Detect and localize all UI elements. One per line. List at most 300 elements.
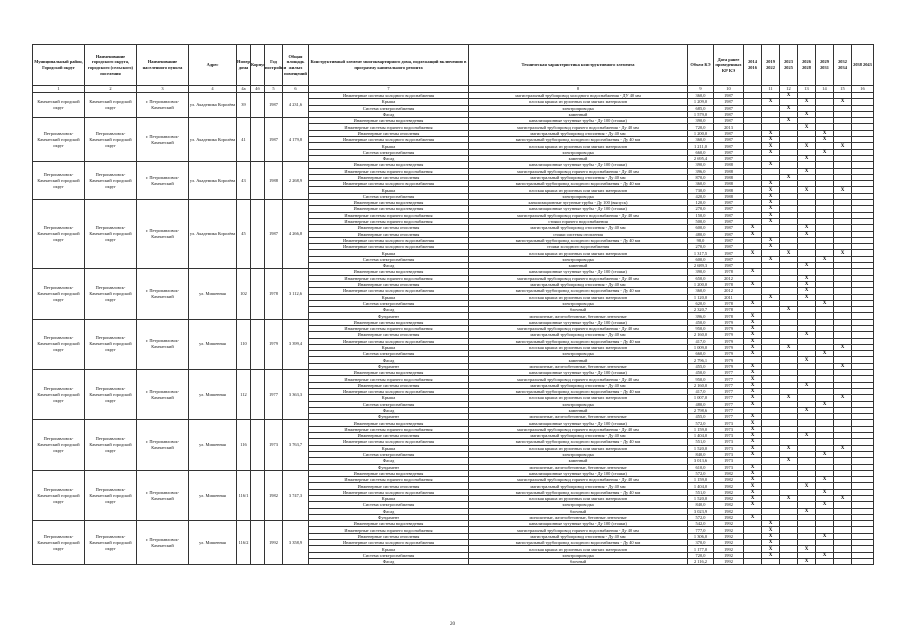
volume-cell: 3 023,9 bbox=[688, 508, 714, 514]
period-mark-cell: X bbox=[762, 218, 780, 224]
prev-repair-date-cell: 1987 bbox=[714, 250, 744, 256]
prev-repair-date-cell: 1979 bbox=[714, 319, 744, 325]
building-cell bbox=[251, 470, 265, 520]
address-cell: ул. Мишенная bbox=[189, 420, 237, 470]
prev-repair-date-cell: 1987 bbox=[714, 93, 744, 99]
element-cell: Фасад bbox=[309, 558, 469, 564]
period-mark-cell: X bbox=[798, 99, 816, 105]
characteristic-cell: плоская крыша из рулонных или мягких материалов bbox=[469, 250, 688, 256]
municipal-district-cell: Петропавловск-Камчатский городской округ bbox=[33, 162, 85, 200]
period-mark-cell: X bbox=[744, 451, 762, 457]
period-mark-cell: X bbox=[744, 281, 762, 287]
period-mark-cell: X bbox=[798, 433, 816, 439]
period-mark-cell: X bbox=[744, 332, 762, 338]
period-mark-cell: X bbox=[798, 231, 816, 237]
prev-repair-date-cell: 1988 bbox=[714, 187, 744, 193]
program-table-sheet bbox=[32, 44, 873, 565]
characteristic-cell: плоская крыша из рулонных или мягких материалов bbox=[469, 395, 688, 401]
volume-cell: 390,0 bbox=[688, 269, 714, 275]
column-number bbox=[744, 86, 762, 93]
total-area-cell: 4 231,6 bbox=[283, 93, 309, 118]
volume-cell: 1 159,0 bbox=[688, 426, 714, 432]
period-mark-cell: X bbox=[780, 118, 798, 124]
column-number: 4б bbox=[251, 86, 265, 93]
prev-repair-date-cell: 1988 bbox=[714, 168, 744, 174]
characteristic-cell: электропроводка bbox=[469, 451, 688, 457]
municipal-district-cell: Петропавловск-Камчатский городской округ bbox=[33, 470, 85, 520]
period-mark-cell: X bbox=[798, 508, 816, 514]
volume-cell: 2 160,0 bbox=[688, 382, 714, 388]
prev-repair-date-cell: 1977 bbox=[714, 382, 744, 388]
prev-repair-date-cell: 1987 bbox=[714, 206, 744, 212]
period-mark-cell: X bbox=[780, 458, 798, 464]
element-cell: Инженерные системы водоотведения bbox=[309, 162, 469, 168]
period-mark-cell: X bbox=[798, 558, 816, 564]
prev-repair-date-cell: 1977 bbox=[714, 401, 744, 407]
volume-cell: 417,0 bbox=[688, 338, 714, 344]
period-mark-cell: X bbox=[798, 483, 816, 489]
volume-cell: 620,0 bbox=[688, 300, 714, 306]
total-area-cell: 4 179,8 bbox=[283, 118, 309, 162]
period-mark-cell bbox=[744, 558, 762, 564]
period-mark-cell: X bbox=[816, 489, 834, 495]
municipal-district-cell: Камчатский городской округ bbox=[33, 93, 85, 118]
settlement-cell: Петропавловск-Камчатский городской округ bbox=[85, 521, 137, 565]
volume-cell: 390,0 bbox=[688, 162, 714, 168]
volume-cell: 572,0 bbox=[688, 470, 714, 476]
element-cell: Инженерные системы водоотведения bbox=[309, 470, 469, 476]
characteristic-cell: каменный bbox=[469, 263, 688, 269]
period-mark-cell: X bbox=[744, 225, 762, 231]
characteristic-cell: магистральный трубопровод горячего водоснабжения - Ду 40 мм bbox=[469, 212, 688, 218]
period-mark-cell bbox=[762, 558, 780, 564]
period-mark-cell: X bbox=[798, 187, 816, 193]
prev-repair-date-cell: 1987 bbox=[714, 200, 744, 206]
period-mark-cell: X bbox=[744, 388, 762, 394]
period-mark-cell: X bbox=[744, 382, 762, 388]
period-mark-cell: X bbox=[798, 155, 816, 161]
column-numbers-row bbox=[33, 86, 874, 93]
characteristic-cell: электропроводка bbox=[469, 502, 688, 508]
period-mark-cell: X bbox=[816, 451, 834, 457]
period-mark-cell: X bbox=[780, 344, 798, 350]
period-mark-cell: X bbox=[834, 187, 852, 193]
locality-cell: г. Петропавловск-Камчатский bbox=[137, 370, 189, 420]
prev-repair-date-cell: 1987 bbox=[714, 111, 744, 117]
prev-repair-date-cell: 1978 bbox=[714, 281, 744, 287]
address-cell: ул. Мишенная bbox=[189, 269, 237, 319]
element-cell: Инженерные системы отопления bbox=[309, 332, 469, 338]
build-year-cell: 1982 bbox=[265, 470, 283, 520]
prev-repair-date-cell: 1979 bbox=[714, 338, 744, 344]
characteristic-cell: стояки холодного водоснабжения bbox=[469, 244, 688, 250]
characteristic-cell: канализационные чугунные трубы - Ду 100 (стояки) bbox=[469, 521, 688, 527]
element-cell: Фасад bbox=[309, 263, 469, 269]
period-mark-cell: X bbox=[744, 351, 762, 357]
volume-cell: 396,0 bbox=[688, 313, 714, 319]
element-cell: Инженерные системы холодного водоснабжения bbox=[309, 540, 469, 546]
locality-cell: г. Петропавловск-Камчатский bbox=[137, 521, 189, 565]
address-cell: ул. Академика Королёва bbox=[189, 118, 237, 162]
element-cell: Инженерные системы холодного водоснабжения bbox=[309, 137, 469, 143]
prev-repair-date-cell: 1982 bbox=[714, 470, 744, 476]
characteristic-cell: монолитные, железобетонные, бетонные ленточные bbox=[469, 464, 688, 470]
characteristic-cell: плоская крыша из рулонных или мягких материалов bbox=[469, 143, 688, 149]
volume-cell: 1 009,0 bbox=[688, 344, 714, 350]
prev-repair-date-cell: 1977 bbox=[714, 370, 744, 376]
element-cell: Инженерные системы отопления bbox=[309, 382, 469, 388]
characteristic-cell: магистральный трубопровод отопления - Ду 40 мм bbox=[469, 533, 688, 539]
element-cell: Инженерные системы водоотведения bbox=[309, 319, 469, 325]
characteristic-cell: канализационные чугунные трубы - Ду 100 (стояки) bbox=[469, 370, 688, 376]
volume-cell: 370,0 bbox=[688, 540, 714, 546]
element-cell: Инженерные системы водоотведения bbox=[309, 269, 469, 275]
characteristic-cell: магистральный трубопровод отопления - Ду 40 мм bbox=[469, 332, 688, 338]
element-cell: Инженерные системы водоотведения bbox=[309, 118, 469, 124]
element-cell: Фундамент bbox=[309, 464, 469, 470]
element-cell: Инженерные системы холодного водоснабжения bbox=[309, 93, 469, 99]
period-mark-cell: X bbox=[744, 445, 762, 451]
characteristic-cell: стояки системы отопления bbox=[469, 231, 688, 237]
prev-repair-date-cell: 1973 bbox=[714, 458, 744, 464]
volume-cell: 2 798,6 bbox=[688, 407, 714, 413]
period-mark-cell: X bbox=[744, 433, 762, 439]
volume-cell: 270,0 bbox=[688, 206, 714, 212]
characteristic-cell: монолитные, железобетонные, бетонные ленточные bbox=[469, 313, 688, 319]
settlement-cell: Петропавловск-Камчатский городской округ bbox=[85, 370, 137, 420]
column-number: 1 bbox=[33, 86, 85, 93]
characteristic-cell: магистральный трубопровод горячего водоснабжения - Ду 40 мм bbox=[469, 168, 688, 174]
volume-cell: 150,0 bbox=[688, 212, 714, 218]
characteristic-cell: магистральный трубопровод отопления - Ду 40 мм bbox=[469, 382, 688, 388]
element-cell: Фасад bbox=[309, 307, 469, 313]
locality-cell: г. Петропавловск-Камчатский bbox=[137, 269, 189, 319]
address-cell: ул. Мишенная bbox=[189, 319, 237, 369]
prev-repair-date-cell: 1973 bbox=[714, 426, 744, 432]
period-mark-cell: X bbox=[798, 168, 816, 174]
address-cell: ул. Мишенная bbox=[189, 370, 237, 420]
element-cell: Инженерные системы отопления bbox=[309, 281, 469, 287]
period-mark-cell bbox=[780, 558, 798, 564]
characteristic-cell: магистральный трубопровод горячего водоснабжения - Ду 40 мм bbox=[469, 426, 688, 432]
header-cell: 2023 2025 bbox=[780, 45, 798, 86]
total-area-cell: 3 763,7 bbox=[283, 420, 309, 470]
house-number-cell: 110 bbox=[237, 319, 251, 369]
header-cell: 2026 2028 bbox=[798, 45, 816, 86]
settlement-cell: Петропавловск-Камчатский городской округ bbox=[85, 162, 137, 200]
total-area-cell: 4 266,8 bbox=[283, 200, 309, 269]
header-cell: 2032 2034 bbox=[834, 45, 852, 86]
element-cell: Фасад bbox=[309, 111, 469, 117]
build-year-cell: 1979 bbox=[265, 319, 283, 369]
characteristic-cell: магистральный трубопровод отопления - Ду 40 мм bbox=[469, 281, 688, 287]
characteristic-cell: электропроводка bbox=[469, 351, 688, 357]
characteristic-cell: магистральный трубопровод холодного водоснабжения - Ду 40 мм bbox=[469, 237, 688, 243]
period-mark-cell: X bbox=[762, 540, 780, 546]
volume-cell: 870,0 bbox=[688, 174, 714, 180]
period-mark-cell: X bbox=[798, 382, 816, 388]
column-number: 14 bbox=[816, 86, 834, 93]
period-mark-cell: X bbox=[744, 231, 762, 237]
prev-repair-date-cell: 1987 bbox=[714, 212, 744, 218]
column-number: 3 bbox=[137, 86, 189, 93]
volume-cell: 1 209,0 bbox=[688, 99, 714, 105]
house-number-cell: 39 bbox=[237, 93, 251, 118]
period-mark-cell: X bbox=[762, 206, 780, 212]
volume-cell: 600,0 bbox=[688, 256, 714, 262]
period-mark-cell: X bbox=[816, 130, 834, 136]
header-cell: Адрес bbox=[189, 45, 237, 86]
period-mark-cell: X bbox=[744, 439, 762, 445]
build-year-cell: 1987 bbox=[265, 118, 283, 162]
element-cell: Инженерные системы горячего водоснабжения bbox=[309, 168, 469, 174]
prev-repair-date-cell: 1978 bbox=[714, 269, 744, 275]
element-cell: Инженерные системы отопления bbox=[309, 533, 469, 539]
period-mark-cell: X bbox=[780, 496, 798, 502]
prev-repair-date-cell: 1992 bbox=[714, 527, 744, 533]
period-mark-cell: X bbox=[762, 137, 780, 143]
period-mark-cell: X bbox=[780, 93, 798, 99]
element-cell: Инженерные системы горячего водоснабжения bbox=[309, 325, 469, 331]
period-mark-cell: X bbox=[762, 187, 780, 193]
characteristic-cell: плоская крыша из рулонных или мягких материалов bbox=[469, 99, 688, 105]
building-cell bbox=[251, 162, 265, 200]
period-mark-cell bbox=[834, 558, 852, 564]
column-number: 6 bbox=[283, 86, 309, 93]
characteristic-cell: магистральный трубопровод холодного водоснабжения - ДУ 40 мм bbox=[469, 93, 688, 99]
volume-cell: 360,0 bbox=[688, 288, 714, 294]
prev-repair-date-cell: 1988 bbox=[714, 181, 744, 187]
characteristic-cell: магистральный трубопровод отопления - Ду 40 мм bbox=[469, 174, 688, 180]
characteristic-cell: блочный bbox=[469, 307, 688, 313]
characteristic-cell: магистральный трубопровод холодного водоснабжения - Ду 40 мм bbox=[469, 338, 688, 344]
volume-cell: 455,0 bbox=[688, 414, 714, 420]
period-mark-cell: X bbox=[816, 477, 834, 483]
period-mark-cell: X bbox=[834, 143, 852, 149]
period-mark-cell: X bbox=[744, 420, 762, 426]
header-cell: Техническая характеристика конструктивного элемента bbox=[469, 45, 688, 86]
element-cell: Инженерные системы холодного водоснабжения bbox=[309, 237, 469, 243]
period-mark-cell: X bbox=[744, 395, 762, 401]
volume-cell: 120,0 bbox=[688, 200, 714, 206]
element-cell: Инженерные системы водоотведения bbox=[309, 206, 469, 212]
period-mark-cell: X bbox=[744, 319, 762, 325]
prev-repair-date-cell: 1979 bbox=[714, 332, 744, 338]
volume-cell: 572,0 bbox=[688, 514, 714, 520]
period-mark-cell: X bbox=[762, 162, 780, 168]
header-cell: Объем КЭ bbox=[688, 45, 714, 86]
element-cell: Инженерные системы отопления bbox=[309, 174, 469, 180]
period-mark-cell: X bbox=[744, 489, 762, 495]
prev-repair-date-cell: 1979 bbox=[714, 344, 744, 350]
element-cell: Фундамент bbox=[309, 313, 469, 319]
prev-repair-date-cell: 2012 bbox=[714, 288, 744, 294]
header-cell: Год постройки bbox=[265, 45, 283, 86]
element-cell: Крыша bbox=[309, 344, 469, 350]
column-number: 4 bbox=[189, 86, 237, 93]
volume-cell: 2 695,4 bbox=[688, 155, 714, 161]
build-year-cell: 1977 bbox=[265, 370, 283, 420]
header-cell: 2014 2016 bbox=[744, 45, 762, 86]
prev-repair-date-cell: 1987 bbox=[714, 256, 744, 262]
period-mark-cell: X bbox=[744, 483, 762, 489]
house-number-cell: 41 bbox=[237, 118, 251, 162]
volume-cell: 1 306,0 bbox=[688, 533, 714, 539]
prev-repair-date-cell: 1979 bbox=[714, 357, 744, 363]
prev-repair-date-cell: 2013 bbox=[714, 124, 744, 130]
volume-cell: 1 159,0 bbox=[688, 477, 714, 483]
characteristic-cell: магистральный трубопровод холодного водоснабжения - Ду 40 мм bbox=[469, 439, 688, 445]
period-mark-cell: X bbox=[744, 502, 762, 508]
volume-cell: 1 200,0 bbox=[688, 281, 714, 287]
prev-repair-date-cell: 1987 bbox=[714, 149, 744, 155]
characteristic-cell: магистральный трубопровод отопления - Ду 40 мм bbox=[469, 483, 688, 489]
address-cell: ул. Академика Королёва bbox=[189, 162, 237, 200]
volume-cell: 450,0 bbox=[688, 319, 714, 325]
column-number: 16 bbox=[852, 86, 874, 93]
prev-repair-date-cell: 1982 bbox=[714, 483, 744, 489]
element-cell: Система электроснабжения bbox=[309, 256, 469, 262]
building-cell bbox=[251, 420, 265, 470]
volume-cell: 480,0 bbox=[688, 231, 714, 237]
volume-cell: 1 007,0 bbox=[688, 395, 714, 401]
locality-cell: г. Петропавловск-Камчатский bbox=[137, 93, 189, 118]
volume-cell: 1 211,0 bbox=[688, 143, 714, 149]
header-cell: Корпус bbox=[251, 45, 265, 86]
volume-cell: 455,0 bbox=[688, 363, 714, 369]
header-cell: Муниципальный район, Городской округ bbox=[33, 45, 85, 86]
characteristic-cell: стояки горячего водоснабжения bbox=[469, 218, 688, 224]
prev-repair-date-cell: 1982 bbox=[714, 489, 744, 495]
characteristic-cell: электропроводка bbox=[469, 149, 688, 155]
period-mark-cell: X bbox=[834, 363, 852, 369]
total-area-cell: 2 268,9 bbox=[283, 162, 309, 200]
period-mark-cell: X bbox=[762, 237, 780, 243]
period-mark-cell: X bbox=[762, 294, 780, 300]
element-cell: Инженерные системы горячего водоснабжения bbox=[309, 426, 469, 432]
element-cell: Фундамент bbox=[309, 363, 469, 369]
building-cell bbox=[251, 370, 265, 420]
period-mark-cell: X bbox=[816, 137, 834, 143]
period-mark-cell: X bbox=[744, 344, 762, 350]
period-mark-cell: X bbox=[744, 313, 762, 319]
building-cell bbox=[251, 200, 265, 269]
characteristic-cell: канализационные чугунные трубы - Ду 100 (стояки) bbox=[469, 420, 688, 426]
prev-repair-date-cell: 2011 bbox=[714, 294, 744, 300]
characteristic-cell: каменный bbox=[469, 155, 688, 161]
element-cell: Система электроснабжения bbox=[309, 300, 469, 306]
element-cell: Инженерные системы холодного водоснабжения bbox=[309, 244, 469, 250]
element-cell: Инженерные системы отопления bbox=[309, 130, 469, 136]
house-number-cell: 102 bbox=[237, 269, 251, 319]
characteristic-cell: магистральный трубопровод горячего водоснабжения - Ду 40 мм bbox=[469, 124, 688, 130]
prev-repair-date-cell: 1987 bbox=[714, 244, 744, 250]
period-mark-cell: X bbox=[762, 200, 780, 206]
period-mark-cell: X bbox=[834, 344, 852, 350]
period-mark-cell: X bbox=[798, 294, 816, 300]
volume-cell: 2 160,0 bbox=[688, 332, 714, 338]
element-cell: Инженерные системы горячего водоснабжения bbox=[309, 477, 469, 483]
element-cell: Крыша bbox=[309, 445, 469, 451]
characteristic-cell: магистральный трубопровод горячего водоснабжения - Ду 40 мм bbox=[469, 275, 688, 281]
characteristic-cell: канализационные чугунные трубы - Ду 100 (стояки) bbox=[469, 206, 688, 212]
settlement-cell: Петропавловск-Камчатский городской округ bbox=[85, 200, 137, 269]
column-number: 12 bbox=[780, 86, 798, 93]
prev-repair-date-cell: 1987 bbox=[714, 155, 744, 161]
volume-cell: 3 013,6 bbox=[688, 458, 714, 464]
total-area-cell: 3 112,6 bbox=[283, 269, 309, 319]
element-cell: Инженерные системы отопления bbox=[309, 231, 469, 237]
prev-repair-date-cell: 1973 bbox=[714, 420, 744, 426]
settlement-cell: Петропавловск-Камчатский городской округ bbox=[85, 420, 137, 470]
volume-cell: 2 320,7 bbox=[688, 307, 714, 313]
settlement-cell: Петропавловск-Камчатский городской округ bbox=[85, 319, 137, 369]
column-number: 9 bbox=[688, 86, 714, 93]
period-mark-cell: X bbox=[744, 300, 762, 306]
period-mark-cell: X bbox=[798, 124, 816, 130]
volume-cell: 840,0 bbox=[688, 451, 714, 457]
building-cell bbox=[251, 118, 265, 162]
characteristic-cell: электропроводка bbox=[469, 256, 688, 262]
element-cell: Система электроснабжения bbox=[309, 552, 469, 558]
period-mark-cell: X bbox=[780, 307, 798, 313]
header-cell: Номер дома bbox=[237, 45, 251, 86]
building-cell bbox=[251, 269, 265, 319]
characteristic-cell: магистральный трубопровод горячего водоснабжения - Ду 40 мм bbox=[469, 325, 688, 331]
element-cell: Система электроснабжения bbox=[309, 502, 469, 508]
volume-cell: 480,0 bbox=[688, 401, 714, 407]
house-number-cell: 116/2 bbox=[237, 521, 251, 565]
municipal-district-cell: Петропавловск-Камчатский городской округ bbox=[33, 521, 85, 565]
address-cell: ул. Академика Королёва bbox=[189, 200, 237, 269]
volume-cell: 396,0 bbox=[688, 168, 714, 174]
build-year-cell: 1987 bbox=[265, 200, 283, 269]
prev-repair-date-cell: 1979 bbox=[714, 325, 744, 331]
characteristic-cell: электропроводка bbox=[469, 552, 688, 558]
characteristic-cell: электропроводка bbox=[469, 300, 688, 306]
characteristic-cell: монолитные, железобетонные, бетонные ленточные bbox=[469, 514, 688, 520]
volume-cell: 600,0 bbox=[688, 225, 714, 231]
volume-cell: 98,0 bbox=[688, 237, 714, 243]
prev-repair-date-cell: 1977 bbox=[714, 407, 744, 413]
volume-cell: 650,0 bbox=[688, 275, 714, 281]
element-cell: Инженерные системы горячего водоснабжения bbox=[309, 527, 469, 533]
element-cell: Система электроснабжения bbox=[309, 105, 469, 111]
house-number-cell: 116/1 bbox=[237, 470, 251, 520]
characteristic-cell: плоская крыша из рулонных или мягких материалов bbox=[469, 445, 688, 451]
volume-cell: 270,0 bbox=[688, 244, 714, 250]
volume-cell: 390,0 bbox=[688, 118, 714, 124]
header-cell: 2019 2022 bbox=[762, 45, 780, 86]
element-cell: Инженерные системы отопления bbox=[309, 433, 469, 439]
element-cell: Инженерные системы холодного водоснабжения bbox=[309, 489, 469, 495]
period-mark-cell: X bbox=[762, 149, 780, 155]
prev-repair-date-cell: 1982 bbox=[714, 496, 744, 502]
build-year-cell: 1973 bbox=[265, 420, 283, 470]
period-mark-cell: X bbox=[762, 521, 780, 527]
prev-repair-date-cell: 1982 bbox=[714, 508, 744, 514]
column-number: 8 bbox=[469, 86, 688, 93]
locality-cell: г. Петропавловск-Камчатский bbox=[137, 420, 189, 470]
volume-cell: 730,0 bbox=[688, 187, 714, 193]
header-cell: 2029 2031 bbox=[816, 45, 834, 86]
volume-cell: 420,0 bbox=[688, 193, 714, 199]
volume-cell: 610,0 bbox=[688, 464, 714, 470]
volume-cell: 1 404,0 bbox=[688, 433, 714, 439]
characteristic-cell: магистральный трубопровод горячего водоснабжения - Ду 40 мм bbox=[469, 376, 688, 382]
element-cell: Система электроснабжения bbox=[309, 149, 469, 155]
column-number: 13 bbox=[798, 86, 816, 93]
